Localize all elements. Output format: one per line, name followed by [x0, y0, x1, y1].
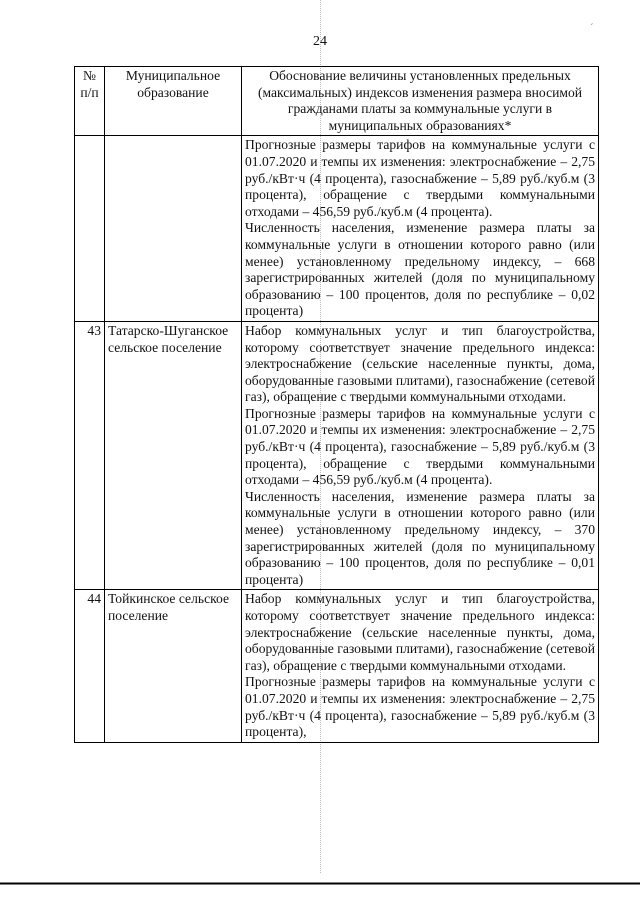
- municipal-index-table: [74, 66, 599, 743]
- row-number: 43: [75, 321, 105, 590]
- justification-paragraph: Численность населения, изменение размера платы за коммунальные услуги в отношении которого равно (или менее) установленному предельному индексу, – 370 зарегистрированных жителей (доля по муниципальному образованию – 100 процентов, доля по республике – 0,01 процента): [245, 488, 595, 587]
- header-number: № п/п: [75, 67, 105, 136]
- row-number: [75, 136, 105, 322]
- scan-speck: ˊ: [590, 22, 594, 34]
- header-justification: Обоснование величины установленных предельных (максимальных) индексов изменения размера вносимой гражданами платы за коммунальные услуги в муниципальных образованиях*: [242, 67, 599, 136]
- justification-paragraph: Набор коммунальных услуг и тип благоустройства, которому соответствует значение предельного индекса: электроснабжение (сельские населенные пункты, дома, оборудованные газовыми плитами), газоснабжение (сетевой газ), обращение с твердыми коммунальными отходами.: [245, 322, 595, 405]
- row-number: 44: [75, 590, 105, 742]
- justification-paragraph: Прогнозные размеры тарифов на коммунальные услуги с 01.07.2020 и темпы их изменения: электроснабжение – 2,75 руб./кВт·ч (4 процента), газоснабжение – 5,89 руб./куб.м (3 процента),: [245, 674, 595, 740]
- row-justification: [242, 321, 599, 590]
- scan-edge-line: [0, 873, 640, 905]
- justification-paragraph: Прогнозные размеры тарифов на коммунальные услуги с 01.07.2020 и темпы их изменения: электроснабжение – 2,75 руб./кВт·ч (4 процента), газоснабжение – 5,89 руб./куб.м (3 процента), обращение с твердыми коммунальными отходами – 456,59 руб./куб.м (4 процента).: [245, 137, 595, 219]
- row-justification: [242, 136, 599, 322]
- table-header-row: [75, 67, 599, 136]
- justification-paragraph: Прогнозные размеры тарифов на коммунальные услуги с 01.07.2020 и темпы их изменения: электроснабжение – 2,75 руб./кВт·ч (4 процента), газоснабжение – 5,89 руб./куб.м (3 процента), обращение с твердыми коммунальными отходами – 456,59 руб./куб.м (4 процента).: [245, 405, 595, 488]
- header-municipality: Муниципальное образование: [105, 67, 242, 136]
- table-row: [75, 590, 599, 742]
- row-municipality: Татарско-Шуганское сельское поселение: [105, 321, 242, 590]
- row-justification: [242, 590, 599, 742]
- justification-paragraph: Набор коммунальных услуг и тип благоустройства, которому соответствует значение предельного индекса: электроснабжение (сельские населенные пункты, дома, оборудованные газовыми плитами), газоснабжение (сетевой газ), обращение с твердыми коммунальными отходами.: [245, 591, 595, 673]
- table-row: [75, 321, 599, 590]
- row-municipality: [105, 136, 242, 322]
- justification-paragraph: Численность населения, изменение размера платы за коммунальные услуги в отношении которого равно (или менее) установленному предельному индексу, – 668 зарегистрированных жителей (доля по муниципальному образованию – 100 процентов, доля по республике – 0,02 процента): [245, 220, 595, 319]
- row-municipality: Тойкинское сельское поселение: [105, 590, 242, 742]
- table-row: [75, 136, 599, 322]
- page-number: 24: [313, 34, 327, 49]
